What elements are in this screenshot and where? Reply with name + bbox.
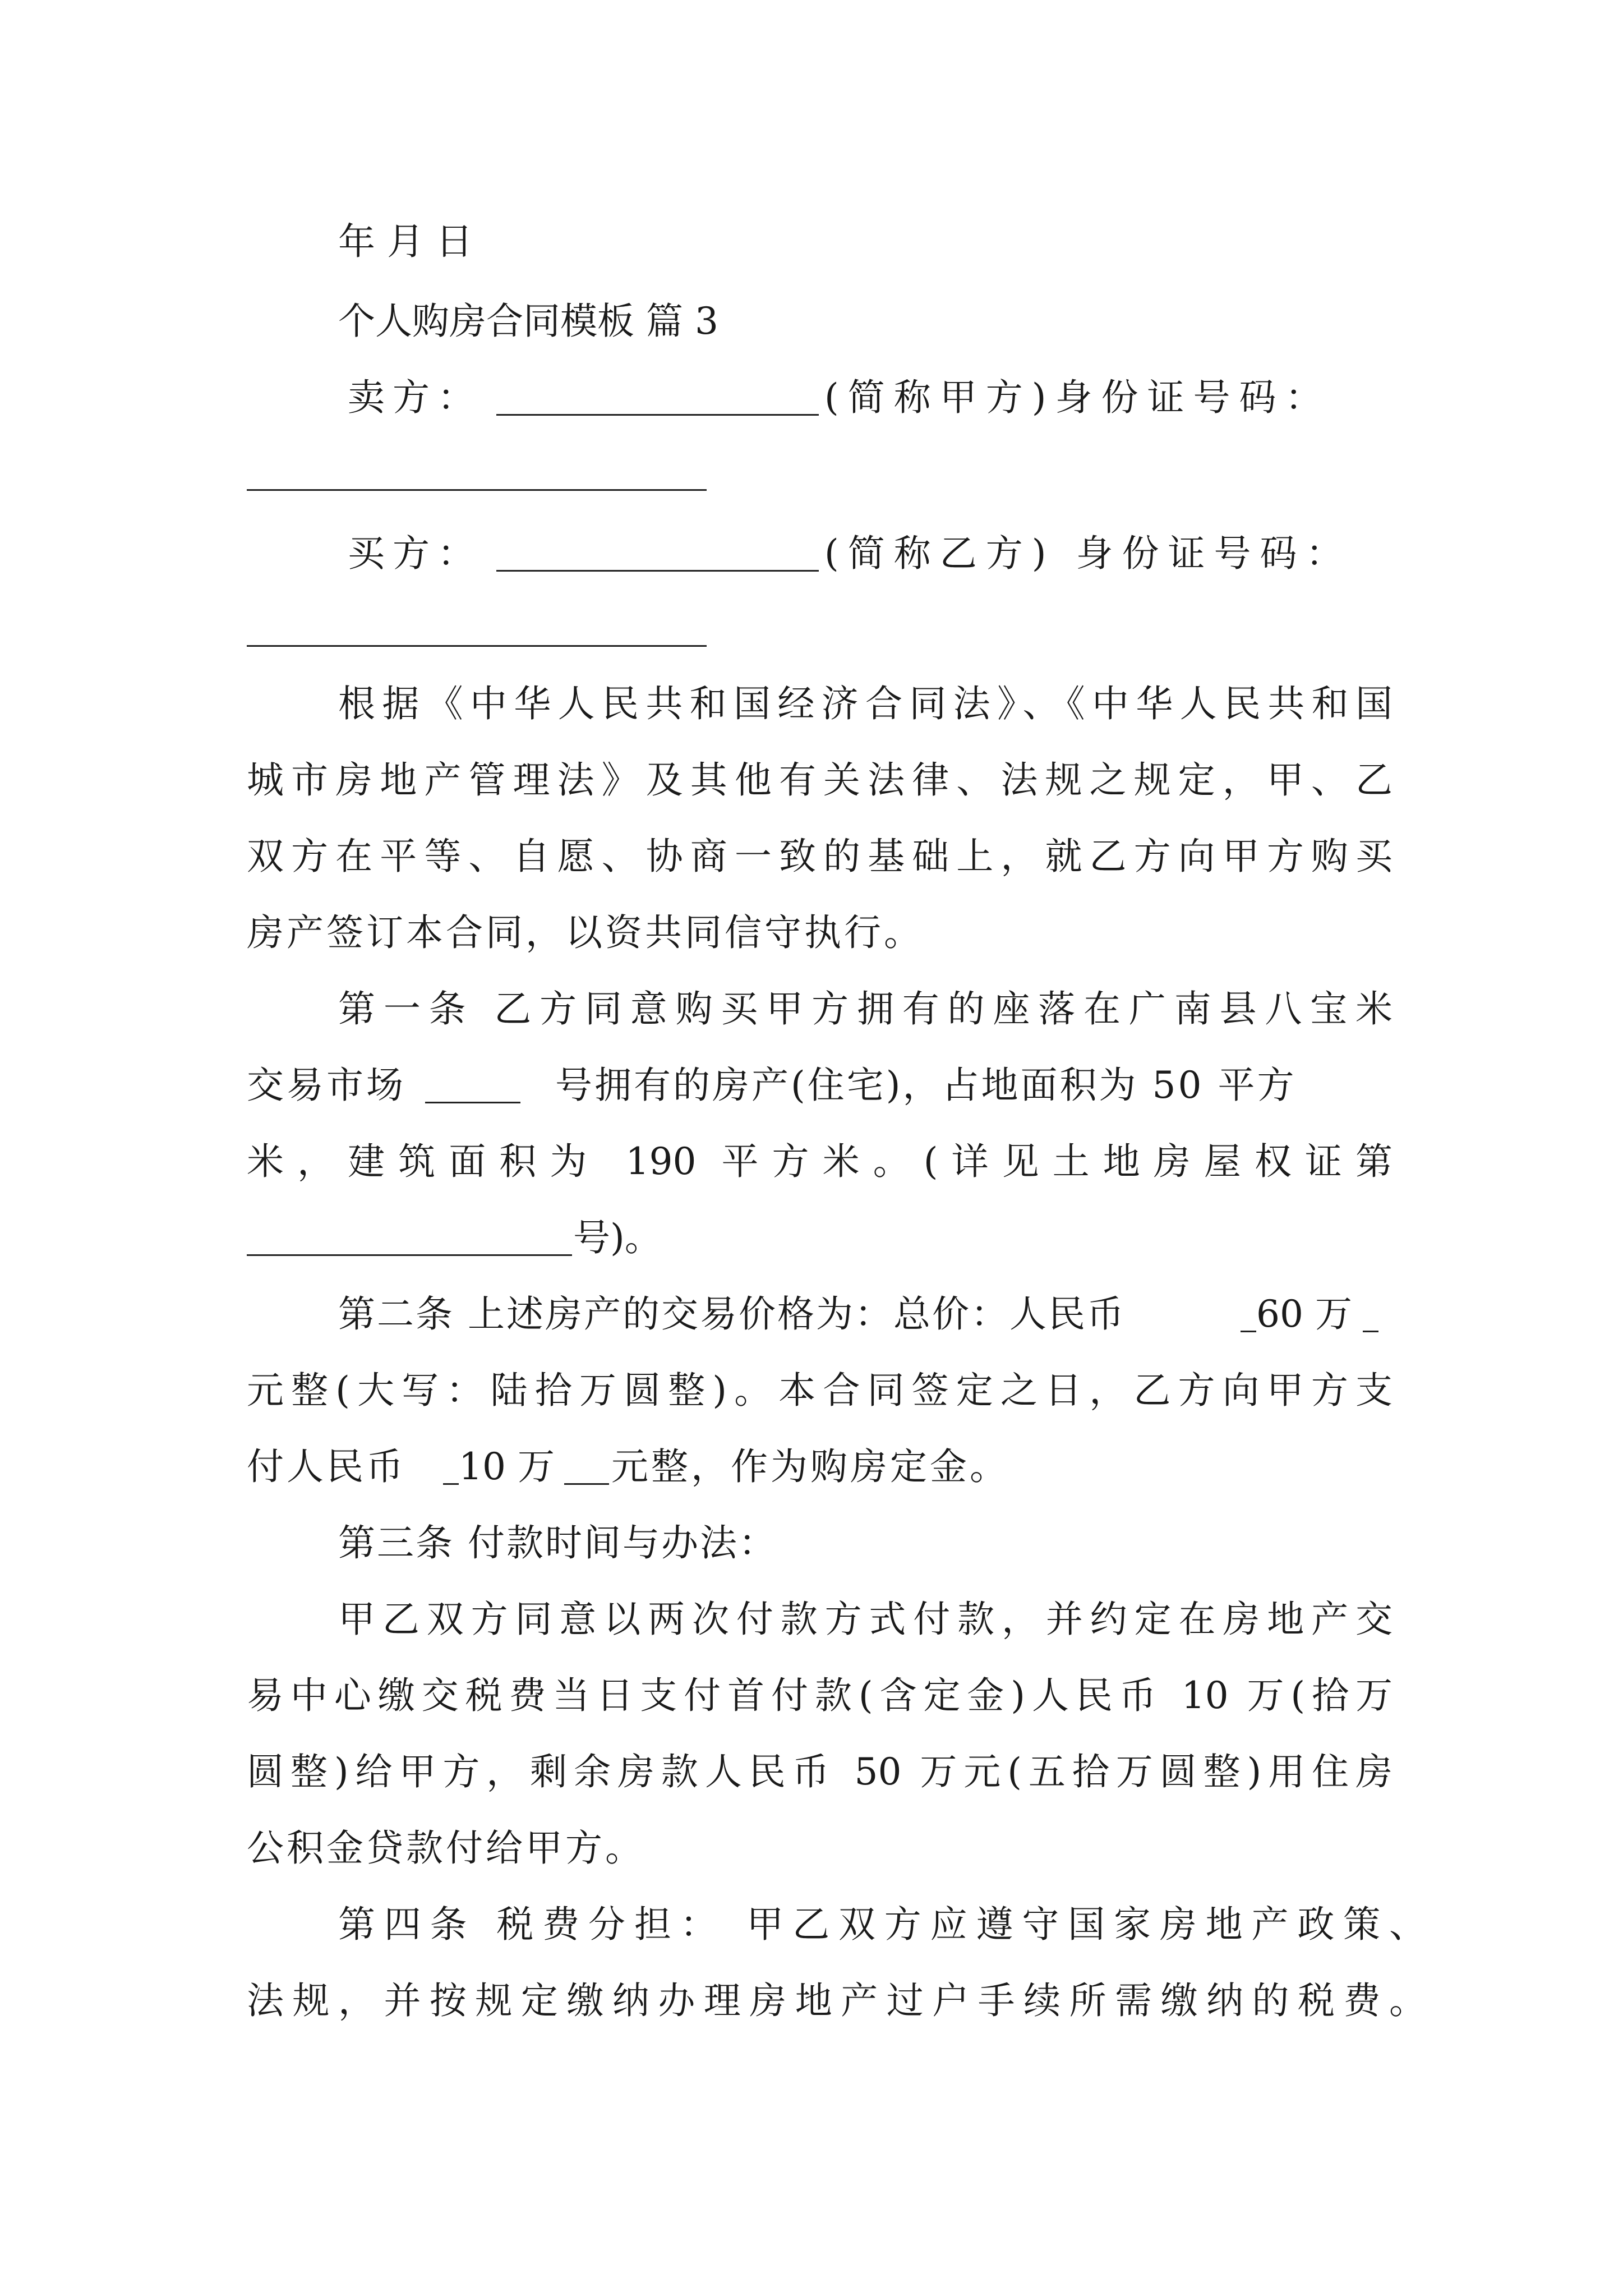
seller-label: 卖方：	[348, 376, 482, 419]
preamble-line-4: 房产签订本合同，以资共同信守执行。	[247, 911, 924, 954]
buyer-note: (简称乙方) 身份证号码：	[824, 532, 1352, 575]
article-1-line-4-suffix: 号)。	[573, 1216, 662, 1259]
deposit-blank-left	[443, 1483, 459, 1485]
article-2-line-3-prefix: 付人民币	[247, 1445, 406, 1488]
total-price-blank-left	[1241, 1331, 1256, 1332]
buyer-name-blank[interactable]	[496, 570, 819, 572]
certificate-number-blank[interactable]	[247, 1254, 572, 1256]
article-3-heading: 第三条 付款时间与办法：	[338, 1521, 777, 1565]
article-3-body-line-1: 甲乙双方同意以两次付款方式付款，并约定在房地产交	[338, 1598, 1393, 1641]
buyer-id-blank[interactable]	[247, 645, 707, 647]
article-2-line-3-suffix: 元整，作为购房定金。	[611, 1445, 1009, 1488]
article-4-line-2: 法规，并按规定缴纳办理房地产过户手续所需缴纳的税费。	[247, 1979, 1426, 2022]
document-title: 个人购房合同模板 篇 3	[338, 300, 718, 343]
article-3-body-line-3: 圆整)给甲方，剩余房款人民币 50 万元(五拾万圆整)用住房	[247, 1750, 1393, 1793]
deposit-amount: 10 万	[459, 1445, 555, 1488]
article-1-line-1: 第一条 乙方同意购买甲方拥有的座落在广南县八宝米	[338, 987, 1393, 1030]
preamble-line-1: 根据《中华人民共和国经济合同法》、《中华人民共和国	[338, 682, 1393, 725]
article-3-body-line-4: 公积金贷款付给甲方。	[247, 1826, 645, 1870]
market-number-blank[interactable]	[425, 1102, 520, 1103]
deposit-blank-right	[564, 1483, 609, 1485]
seller-note: (简称甲方)身份证号码：	[824, 376, 1331, 419]
article-1-line-3: 米，建筑面积为 190 平方米。(详见土地房屋权证第	[247, 1140, 1393, 1183]
article-1-line-2-prefix: 交易市场	[247, 1064, 406, 1107]
article-1-line-2-suffix: 号拥有的房产(住宅)，占地面积为 50 平方	[555, 1064, 1297, 1107]
buyer-label: 买方：	[348, 532, 482, 575]
article-3-body-line-2: 易中心缴交税费当日支付首付款(含定金)人民币 10 万(拾万	[247, 1674, 1393, 1717]
total-price-amount: 60 万	[1256, 1292, 1352, 1336]
preamble-line-2: 城市房地产管理法》及其他有关法律、法规之规定，甲、乙	[247, 758, 1393, 802]
date-line: 年 月 日	[338, 220, 473, 263]
article-2-line-2: 元整(大写：陆拾万圆整)。本合同签定之日，乙方向甲方支	[247, 1369, 1393, 1412]
article-4-line-1: 第四条 税费分担： 甲乙双方应遵守国家房地产政策、	[338, 1903, 1426, 1946]
article-2-line-1-prefix: 第二条 上述房产的交易价格为：总价：人民币	[338, 1292, 1126, 1336]
preamble-line-3: 双方在平等、自愿、协商一致的基础上，就乙方向甲方购买	[247, 835, 1393, 878]
seller-name-blank[interactable]	[496, 414, 819, 416]
seller-id-blank[interactable]	[247, 489, 707, 491]
total-price-blank-right	[1363, 1331, 1378, 1332]
